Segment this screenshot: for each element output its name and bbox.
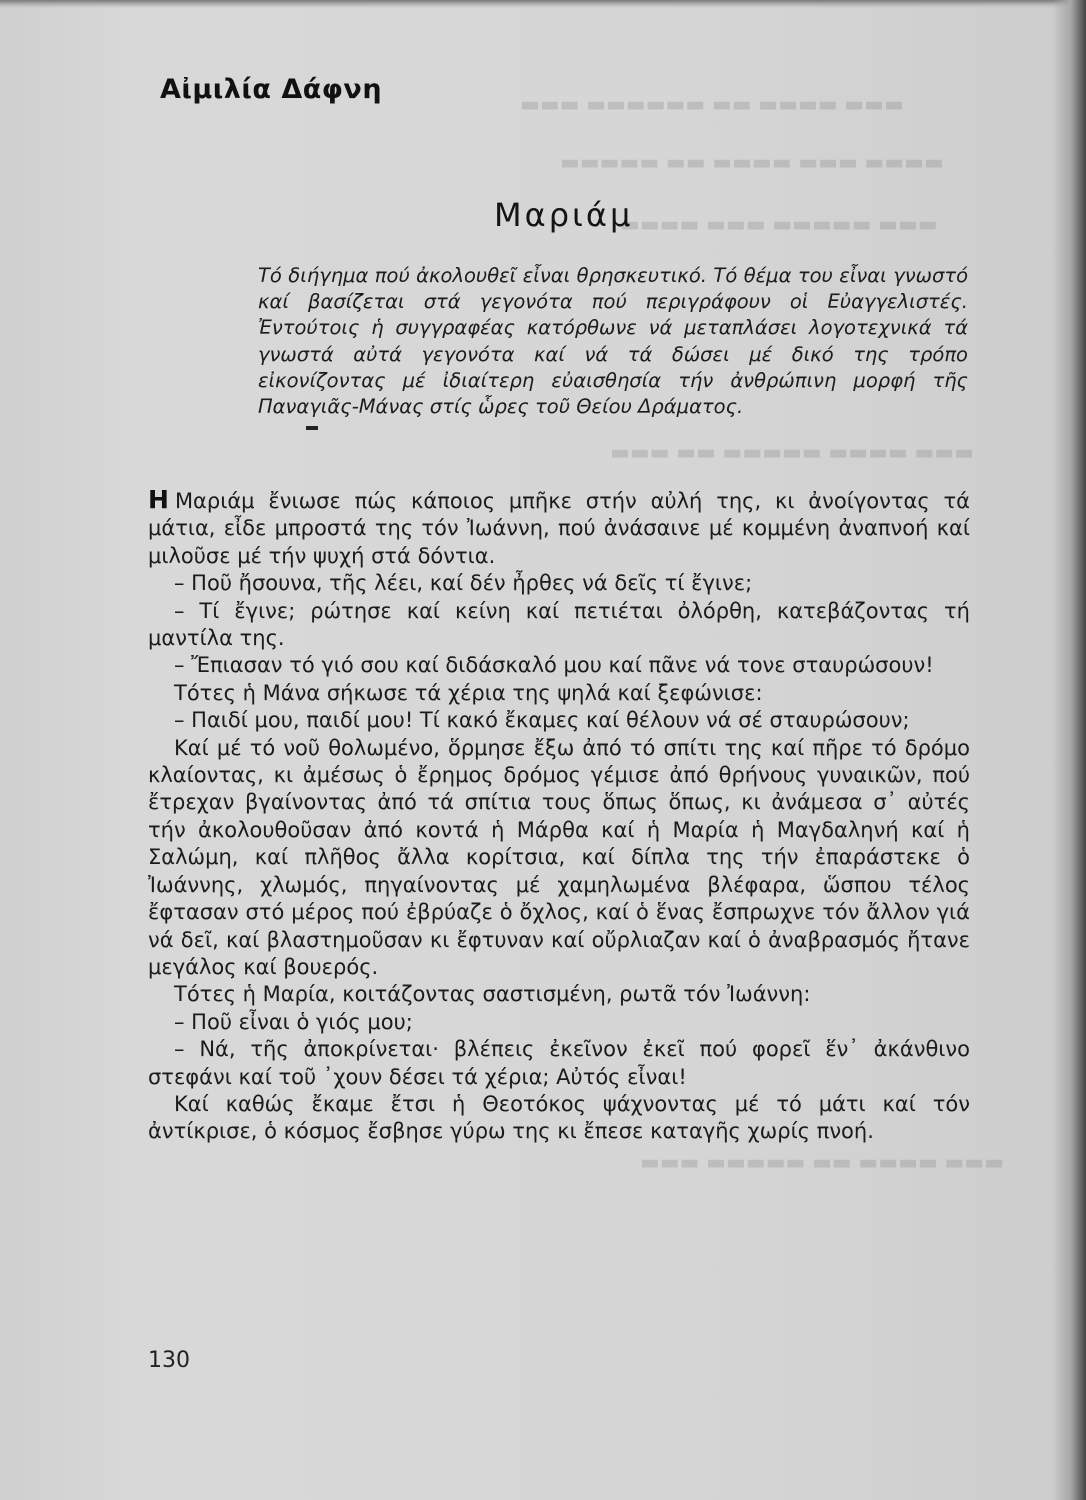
first-paragraph-text: Μαριάμ ἔνιωσε πώς κάποιος μπῆκε στήν αὐλή της, κι ἀνοίγοντας τά μάτια, εἶδε μπροστά της τόν Ἰωάννη, πού ἀνάσαινε μέ κομμένη ἀναπνοή καί μιλοῦσε μέ τήν ψυχή στά δόντια. [148,489,970,568]
show-through-texture: ▬▬▬ ▬▬▬▬ ▬▬▬▬▬ ▬▬ ▬▬▬ [610,440,975,464]
page-right-edge-shadow [1052,0,1086,1500]
page-number: 130 [148,1348,190,1373]
show-through-texture: ▬▬▬ ▬▬▬▬▬ ▬▬▬ ▬▬▬▬ [620,212,938,236]
story-body [148,486,970,1146]
story-paragraph: Τότες ἡ Μάνα σήκωσε τά χέρια της ψηλά καί ξεφώνισε: [174,680,763,705]
story-paragraph: – Ἔπιασαν τό γιό σου καί διδάσκαλό μου καί πᾶνε νά τονε σταυρώσουν! [174,653,934,678]
story-paragraph: Καί μέ τό νοῦ θολωμένο, ὅρμησε ἔξω ἀπό τό σπίτι της καί πῆρε τό δρόμο κλαίοντας, κι ἀμέσως ὁ ἔρημος δρόμος γέμισε ἀπό θρήνους γυναικῶν, πού ἔτρεχαν βγαίνοντας ἀπό τά σπίτια τους ὅπως ὅπως, κι ἀνάμεσα σ᾿ αὐτές τήν ἀκολουθοῦσαν ἀπό κοντά ἡ Μάρθα καί ἡ Μαρία ἡ Μαγδαληνή καί ἡ Σαλώμη, καί πλῆθος ἄλλα κορίτσια, καί δίπλα της τήν ἐπαράστεκε ὁ Ἰωάννης, χλωμός, πηγαίνοντας μέ χαμηλωμένα βλέφαρα, ὥσπου τέλος ἔφτασαν στό μέρος πού ἐβρύαζε ὁ ὄχλος, καί ὁ ἕνας ἔσπρωχνε τόν ἄλλον γιά νά δεῖ, καί βλαστημοῦσαν κι ἔφτυναν καί οὔρλιαζαν καί ὁ ἀναβρασμός ἤτανε μεγάλος καί βουερός. [148,735,970,979]
story-title: Μαριάμ [494,196,634,234]
page-top-shadow [0,0,1086,8]
show-through-texture: ▬▬▬▬ ▬▬▬ ▬▬▬▬ ▬▬ ▬▬▬▬▬ [560,150,944,174]
story-paragraph: – Τί ἔγινε; ρώτησε καί κείνη καί πετιέται ὀλόρθη, κατεβάζοντας τή μαντίλα της. [148,598,970,651]
author-name: Αἰμιλία Δάφνη [160,74,383,105]
show-through-texture: ▬▬▬ ▬▬▬▬ ▬▬ ▬▬▬▬▬▬ ▬▬▬ [520,92,904,116]
story-paragraph: – Νά, τῆς ἀποκρίνεται· βλέπεις ἐκεῖνον ἐκεῖ πού φορεῖ ἕν᾿ ἀκάνθινο στεφάνι καί τοῦ ᾿χουν δέσει τά χέρια; Αὐτός εἶναι! [148,1037,970,1089]
story-paragraph: – Ποῦ ἤσουνα, τῆς λέει, καί δέν ἦρθες νά δεῖς τί ἔγινε; [174,571,753,596]
story-paragraph: – Παιδί μου, παιδί μου! Τί κακό ἔκαμες καί θέλουν νά σέ σταυρώσουν; [174,708,910,733]
story-paragraph: – Ποῦ εἶναι ὁ γιός μου; [174,1009,413,1034]
story-paragraph: Τότες ἡ Μαρία, κοιτάζοντας σαστισμένη, ρωτᾶ τόν Ἰωάννη: [174,982,811,1007]
show-through-texture: ▬▬▬ ▬▬▬▬ ▬▬ ▬▬▬▬▬ ▬▬▬ [640,1150,1005,1174]
story-paragraph [148,486,970,570]
intro-paragraph: Τό διήγημα πού ἀκολουθεῖ εἶναι θρησκευτικό. Τό θέμα του εἶναι γνωστό καί βασίζεται στά γεγονότα πού περιγράφουν οἱ Εὐαγγελιστές. Ἐντούτοις ἡ συγγραφέας κατόρθωνε νά μεταπλάσει λογοτεχνικά τά γνωστά αὐτά γεγονότα καί νά τά δώσει μέ δικό της τρόπο εἰκονίζοντας μέ ἰδιαίτερη εὐαισθησία τήν ἀνθρώπινη μορφή τῆς Παναγιᾶς-Μάνας στίς ὧρες τοῦ Θείου Δράματος. [258,264,968,419]
story-paragraph: Καί καθώς ἔκαμε ἔτσι ἡ Θεοτόκος ψάχνοντας μέ τό μάτι καί τόν ἀντίκρισε, ὁ κόσμος ἔσβησε γύρω της κι ἔπεσε καταγῆς χωρίς πνοή. [148,1091,970,1144]
stray-mark [306,426,318,430]
drop-cap: Η [148,485,169,514]
